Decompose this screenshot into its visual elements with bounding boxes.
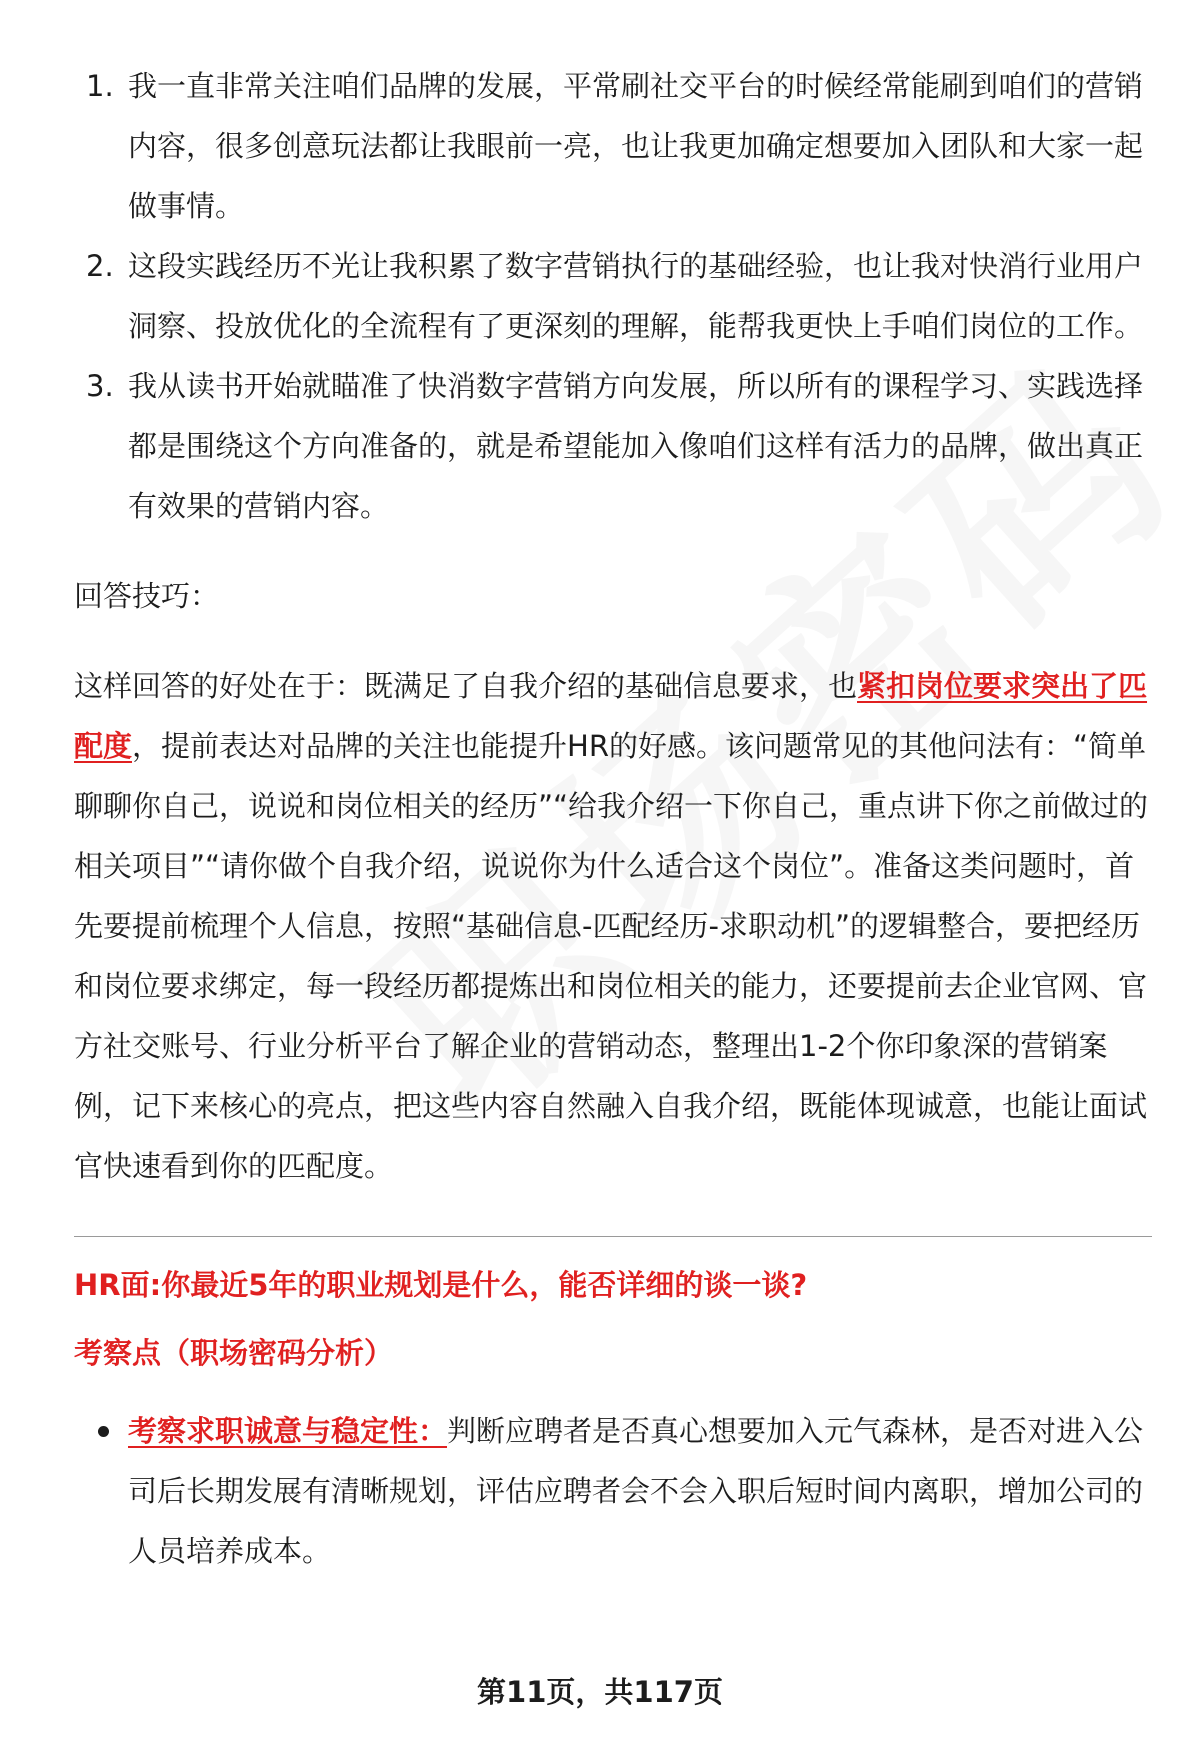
tips-text-part1: 这样回答的好处在于：既满足了自我介绍的基础信息要求，也: [74, 669, 858, 703]
list-number: 1.: [86, 69, 114, 103]
tips-title: 回答技巧：: [74, 579, 220, 613]
page-content: [74, 56, 1152, 1581]
list-item-text: 我一直非常关注咱们品牌的发展，平常刷社交平台的时候经常能刷到咱们的营销内容，很多创意玩法都让我眼前一亮，也让我更加确定想要加入团队和大家一起做事情。: [128, 69, 1144, 223]
question-heading: HR面:你最近5年的职业规划是什么，能否详细的谈一谈?: [74, 1268, 808, 1302]
section-divider: [74, 1236, 1152, 1237]
list-item: [74, 56, 1152, 236]
tips-paragraph: [74, 656, 1152, 1196]
list-number: 3.: [86, 369, 114, 403]
tips-highlight: 紧扣岗位要求突出了匹配度: [74, 669, 1148, 763]
list-item: [74, 356, 1152, 536]
point-text: 判断应聘者是否真心想要加入元气森林，是否对进入公司后长期发展有清晰规划，评估应聘者会不会入职后短时间内离职，增加公司的人员培养成本。: [128, 1414, 1144, 1568]
list-item: [74, 1401, 1152, 1581]
point-label: 考察求职诚意与稳定性：: [128, 1414, 448, 1448]
bullet-icon: [98, 1426, 109, 1437]
page-number: 第11页，共117页: [477, 1675, 723, 1709]
list-item-text: 我从读书开始就瞄准了快消数字营销方向发展，所以所有的课程学习、实践选择都是围绕这个方向准备的，就是希望能加入像咱们这样有活力的品牌，做出真正有效果的营销内容。: [128, 369, 1144, 523]
tips-text-part2: ，提前表达对品牌的关注也能提升HR的好感。该问题常见的其他问法有：“简单聊聊你自己，说说和岗位相关的经历”“给我介绍一下你自己，重点讲下你之前做过的相关项目”“请你做个自我介绍，说说你为什么适合这个岗位”。准备这类问题时，首先要提前梳理个人信息，按照“基础信息-匹配经历-求职动机”的逻辑整合，要把经历和岗位要求绑定，每一段经历都提炼出和岗位相关的能力，还要提前去企业官网、官方社交账号、行业分析平台了解企业的营销动态，整理出1-2个你印象深的营销案例，记下来核心的亮点，把这些内容自然融入自我介绍，既能体现诚意，也能让面试官快速看到你的匹配度。: [74, 729, 1149, 1183]
list-item-text: 这段实践经历不光让我积累了数字营销执行的基础经验，也让我对快消行业用户洞察、投放优化的全流程有了更深刻的理解，能帮我更快上手咱们岗位的工作。: [128, 249, 1144, 343]
list-item: [74, 236, 1152, 356]
answer-list: [74, 56, 1152, 536]
list-number: 2.: [86, 249, 114, 283]
point-heading: 考察点（职场密码分析）: [74, 1336, 394, 1370]
point-list: [74, 1401, 1152, 1581]
